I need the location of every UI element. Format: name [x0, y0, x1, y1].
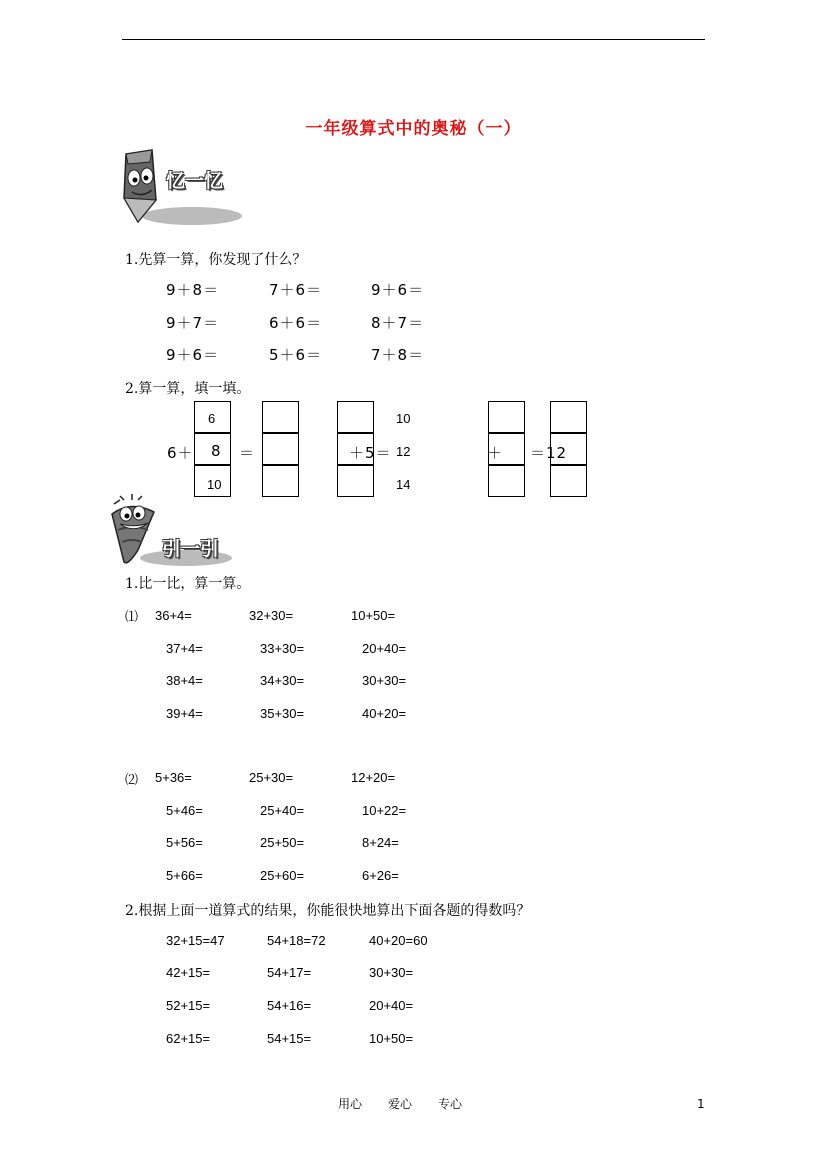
q3-cell: 25+60=	[260, 868, 305, 883]
q3-cell: 36+4=	[155, 608, 192, 623]
g2-operator: ＋5＝	[349, 444, 392, 462]
question-4-prompt: 2.根据上面一道算式的结果，你能很快地算出下面各题的得数吗？	[125, 903, 531, 919]
q3-cell: 32+30=	[249, 608, 294, 623]
q3-cell: 30+30=	[362, 673, 407, 688]
answer-box[interactable]	[488, 465, 525, 497]
section-badge-recall	[112, 148, 252, 228]
q3-cell: 5+66=	[166, 868, 203, 883]
footer-item: 爱心	[388, 1097, 413, 1111]
q3-cell: 25+40=	[260, 803, 305, 818]
q3-cell: 10+22=	[362, 803, 407, 818]
g2-bot-number: 14	[396, 477, 411, 492]
q3-cell: 5+46=	[166, 803, 203, 818]
q3-cell: 33+30=	[260, 641, 305, 656]
badge-label: 忆一忆	[166, 170, 224, 192]
footer-item: 用心	[338, 1097, 363, 1111]
q4-cell: 62+15=	[166, 1031, 211, 1046]
g3-plus: ＋	[487, 444, 504, 462]
q1-cell: 9＋8＝	[166, 281, 220, 299]
q3-cell: 10+50=	[351, 608, 396, 623]
g3-equals-12: ＝12	[530, 444, 568, 462]
q1-cell: 9＋7＝	[166, 314, 220, 332]
q4-cell: 32+15=47	[166, 933, 225, 948]
g2-top-number: 10	[396, 411, 411, 426]
q4-cell: 54+18=72	[267, 933, 326, 948]
q4-cell: 54+17=	[267, 965, 312, 980]
footer-item: 专心	[438, 1097, 463, 1111]
header-rule	[122, 39, 705, 40]
q3-cell: 40+20=	[362, 706, 407, 721]
part-2-label: ⑵	[125, 772, 139, 787]
question-3-prompt: 1.比一比，算一算。	[125, 576, 251, 592]
answer-box[interactable]	[550, 401, 587, 433]
page-title: 一年级算式中的奥秘（一）	[305, 119, 522, 139]
q1-cell: 7＋8＝	[371, 346, 425, 364]
q4-cell: 10+50=	[369, 1031, 414, 1046]
q1-cell: 6＋6＝	[269, 314, 323, 332]
q3-cell: 5+56=	[166, 835, 203, 850]
g1-equals: ＝	[239, 444, 256, 462]
badge-label: 引一引	[162, 538, 220, 560]
q4-cell: 54+16=	[267, 998, 312, 1013]
q3-cell: 25+30=	[249, 770, 294, 785]
q3-cell: 12+20=	[351, 770, 396, 785]
answer-box[interactable]	[550, 433, 587, 465]
q1-cell: 9＋6＝	[371, 281, 425, 299]
q3-cell: 35+30=	[260, 706, 305, 721]
q3-cell: 25+50=	[260, 835, 305, 850]
q3-cell: 20+40=	[362, 641, 407, 656]
g1-top-number: 6	[208, 411, 216, 426]
answer-box[interactable]	[262, 465, 299, 497]
q4-cell: 30+30=	[369, 965, 414, 980]
q4-cell: 20+40=	[369, 998, 414, 1013]
section-badge-guide	[106, 490, 246, 568]
q1-cell: 9＋6＝	[166, 346, 220, 364]
q3-cell: 38+4=	[166, 673, 203, 688]
g1-bot-number: 10	[207, 477, 222, 492]
answer-box[interactable]	[337, 465, 374, 497]
q4-cell: 42+15=	[166, 965, 211, 980]
page-number: 1	[697, 1097, 705, 1111]
g1-mid-number: 8	[211, 442, 222, 460]
q1-cell: 8＋7＝	[371, 314, 425, 332]
q3-cell: 34+30=	[260, 673, 305, 688]
q4-cell: 40+20=60	[369, 933, 428, 948]
answer-box[interactable]	[337, 401, 374, 433]
answer-box[interactable]	[262, 433, 299, 465]
q4-cell: 54+15=	[267, 1031, 312, 1046]
g2-mid-number: 12	[396, 444, 411, 459]
q3-cell: 37+4=	[166, 641, 203, 656]
q4-cell: 52+15=	[166, 998, 211, 1013]
q3-cell: 5+36=	[155, 770, 192, 785]
answer-box[interactable]	[262, 401, 299, 433]
g1-prefix: 6＋	[167, 444, 194, 462]
q1-cell: 7＋6＝	[269, 281, 323, 299]
question-1-prompt: 1.先算一算，你发现了什么？	[125, 252, 307, 268]
q3-cell: 6+26=	[362, 868, 399, 883]
answer-box[interactable]	[488, 401, 525, 433]
answer-box[interactable]	[550, 465, 587, 497]
q3-cell: 39+4=	[166, 706, 203, 721]
q3-cell: 8+24=	[362, 835, 399, 850]
question-2-prompt: 2.算一算，填一填。	[125, 381, 251, 397]
q1-cell: 5＋6＝	[269, 346, 323, 364]
part-1-label: ⑴	[125, 609, 139, 624]
